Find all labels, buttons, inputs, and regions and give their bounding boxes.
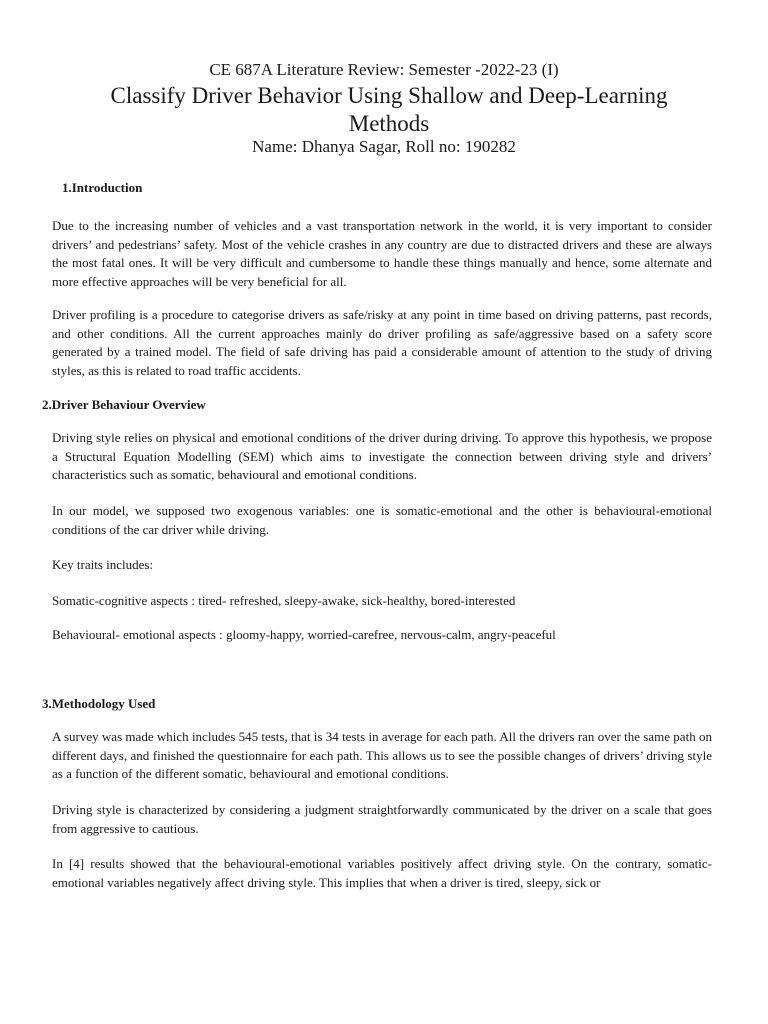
- behavioural-traits-line: Behavioural- emotional aspects : gloomy-happy, worried-carefree, nervous-calm, angry-peaceful: [52, 627, 556, 642]
- section-heading-methodology: 3.Methodology Used: [42, 696, 156, 711]
- section-heading-introduction: 1.Introduction: [62, 180, 143, 195]
- intro-paragraph-1: Due to the increasing number of vehicles and a vast transportation network in the world, it is very important to consider drivers’ and pedestrians’ safety. Most of the vehicle crashes in any country are due to distracted drivers and these are always the most fatal ones. It will be very difficult and cumbersome to handle these things manually and hence, some alternate and more effective approaches will be very beneficial for all.: [52, 218, 712, 289]
- section-heading-driver-behaviour: 2.Driver Behaviour Overview: [42, 397, 206, 412]
- overview-paragraph-2: In our model, we supposed two exogenous variables: one is somatic-emotional and the other is behavioural-emotional conditions of the car driver while driving.: [52, 503, 712, 537]
- somatic-traits-line: Somatic-cognitive aspects : tired- refreshed, sleepy-awake, sick-healthy, bored-interested: [52, 593, 516, 608]
- overview-paragraph-1: Driving style relies on physical and emotional conditions of the driver during driving. To approve this hypothesis, we propose a Structural Equation Modelling (SEM) which aims to investigate the connection between driving style and drivers’ characteristics such as somatic, behavioural and emotional conditions.: [52, 430, 712, 483]
- author-line: Name: Dhanya Sagar, Roll no: 190282: [252, 137, 516, 156]
- methodology-paragraph-3: In [4] results showed that the behavioural-emotional variables positively affect driving style. On the contrary, somatic-emotional variables negatively affect driving style. This implies that when a driver is tired, sleepy, sick or: [52, 856, 712, 890]
- intro-paragraph-2: Driver profiling is a procedure to categorise drivers as safe/risky at any point in time based on driving patterns, past records, and other conditions. All the current approaches mainly do driver profiling as safe/aggressive based on a safety score generated by a trained model. The field of safe driving has paid a considerable amount of attention to the study of driving styles, as this is related to road traffic accidents.: [52, 307, 712, 378]
- document-title: Classify Driver Behavior Using Shallow and Deep-Learning Methods: [110, 83, 668, 136]
- methodology-paragraph-1: A survey was made which includes 545 tests, that is 34 tests in average for each path. All the drivers ran over the same path on different days, and finished the questionnaire for each path. This allows us to see the possible changes of drivers’ driving style as a function of the different somatic, behavioural and emotional conditions.: [52, 729, 712, 782]
- key-traits-label: Key traits includes:: [52, 557, 154, 572]
- course-line: CE 687A Literature Review: Semester -2022-23 (I): [209, 60, 559, 79]
- methodology-paragraph-2: Driving style is characterized by considering a judgment straightforwardly communicated by the driver on a scale that goes from aggressive to cautious.: [52, 802, 712, 836]
